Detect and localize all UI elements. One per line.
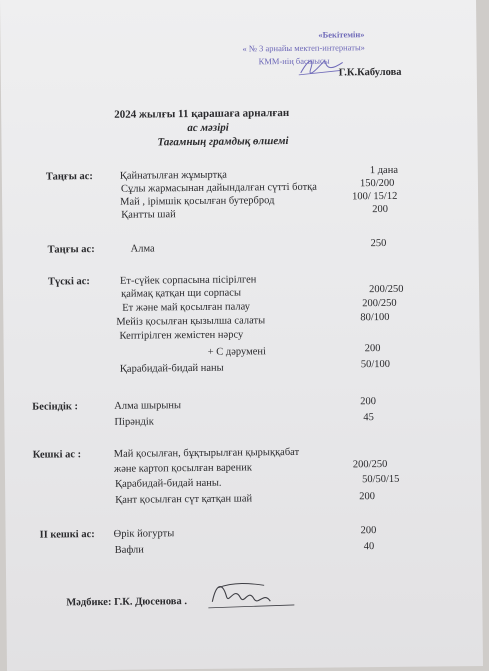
meal-label-second-dinner: ІІ кешкі ас:	[39, 529, 95, 541]
menu-item-qty: 50/100	[360, 358, 391, 371]
menu-item: Қант қосылған сүт қатқан шай	[115, 493, 253, 506]
approval-role: КММ-нің басшысы	[258, 55, 330, 67]
meal-label-breakfast: Таңғы ас:	[45, 171, 93, 183]
menu-item-qty: 200	[360, 525, 377, 537]
menu-item: Май қосылған, бұқтырылған қырыққабат	[113, 446, 300, 460]
menu-item-qty: 200/250	[368, 283, 404, 296]
menu-item-qty: 150/200	[359, 177, 395, 190]
menu-item-qty: 200	[372, 203, 389, 216]
menu-item: Сұлы жармасынан дайындалған сүтті ботқа	[120, 181, 317, 195]
nurse-signature	[204, 577, 296, 612]
approval-school: « № 3 арнайы мектеп-интернаты»	[242, 42, 365, 54]
menu-item: Мейіз қосылған қызылша салаты	[116, 315, 266, 328]
menu-item: Ет-сүйек сорпасына пісірілген	[119, 274, 257, 287]
menu-item: Ет және май қосылған палау	[122, 301, 250, 314]
menu-item-qty: 40	[363, 541, 375, 553]
menu-item: Кептірілген жемістен нәрсу	[119, 329, 244, 342]
meal-label-lunch: Түскі ас:	[47, 276, 90, 288]
menu-item-qty: 80/100	[360, 311, 390, 324]
menu-item: Қарабидай-бидай наны	[119, 362, 224, 375]
meal-label-dinner: Кешкі ас :	[32, 449, 82, 461]
menu-item-qty: 45	[363, 412, 374, 424]
menu-item-qty: 50/50/15	[361, 473, 400, 486]
menu-item-qty: 200	[364, 343, 381, 355]
menu-item: Вафли	[114, 544, 144, 556]
menu-item: Өрік йогурты	[113, 528, 175, 540]
menu-caption: Тағамның грамдық өлшемі	[157, 134, 289, 149]
menu-item-qty: 100/ 15/12	[352, 190, 398, 203]
menu-item: Қантты шай	[121, 209, 176, 221]
menu-item: және картоп қосылған вареник	[113, 462, 252, 475]
menu-item-qty: 1 дана	[369, 164, 399, 177]
approval-heading: «Бекітемін»	[318, 29, 365, 40]
menu-title: 2024 жылғы 11 қарашаға арналған	[114, 106, 290, 121]
menu-item: қаймақ қатқан щи сорпасы	[121, 287, 242, 300]
menu-item-qty: 200	[359, 491, 376, 503]
menu-item: Қарабидай-бидай наны.	[115, 477, 222, 490]
menu-item-qty: 200/250	[362, 297, 397, 310]
menu-subtitle: ас мәзірі	[187, 121, 229, 135]
menu-item: Пірәндік	[114, 416, 154, 428]
menu-item: Алма шырыны	[114, 400, 182, 412]
menu-item-qty: 200/250	[352, 458, 388, 471]
meal-label-afternoon-snack: Бесіндік :	[32, 401, 79, 413]
menu-item: Май , ірімшік қосылған бутерброд	[120, 195, 275, 208]
menu-item: + С дәрумені	[207, 346, 267, 358]
menu-item-qty: 250	[370, 237, 387, 250]
meal-label-second-breakfast: Таңғы ас:	[47, 244, 95, 256]
menu-item: Алма	[130, 243, 155, 255]
approval-signatory: Г.К.Кабулова	[338, 66, 402, 79]
menu-item: Қайнатылған жұмыртқа	[119, 169, 227, 182]
nurse-signature-line: Мәдбике: Г.К. Дюсенова .	[66, 596, 188, 609]
menu-item-qty: 200	[360, 396, 377, 408]
